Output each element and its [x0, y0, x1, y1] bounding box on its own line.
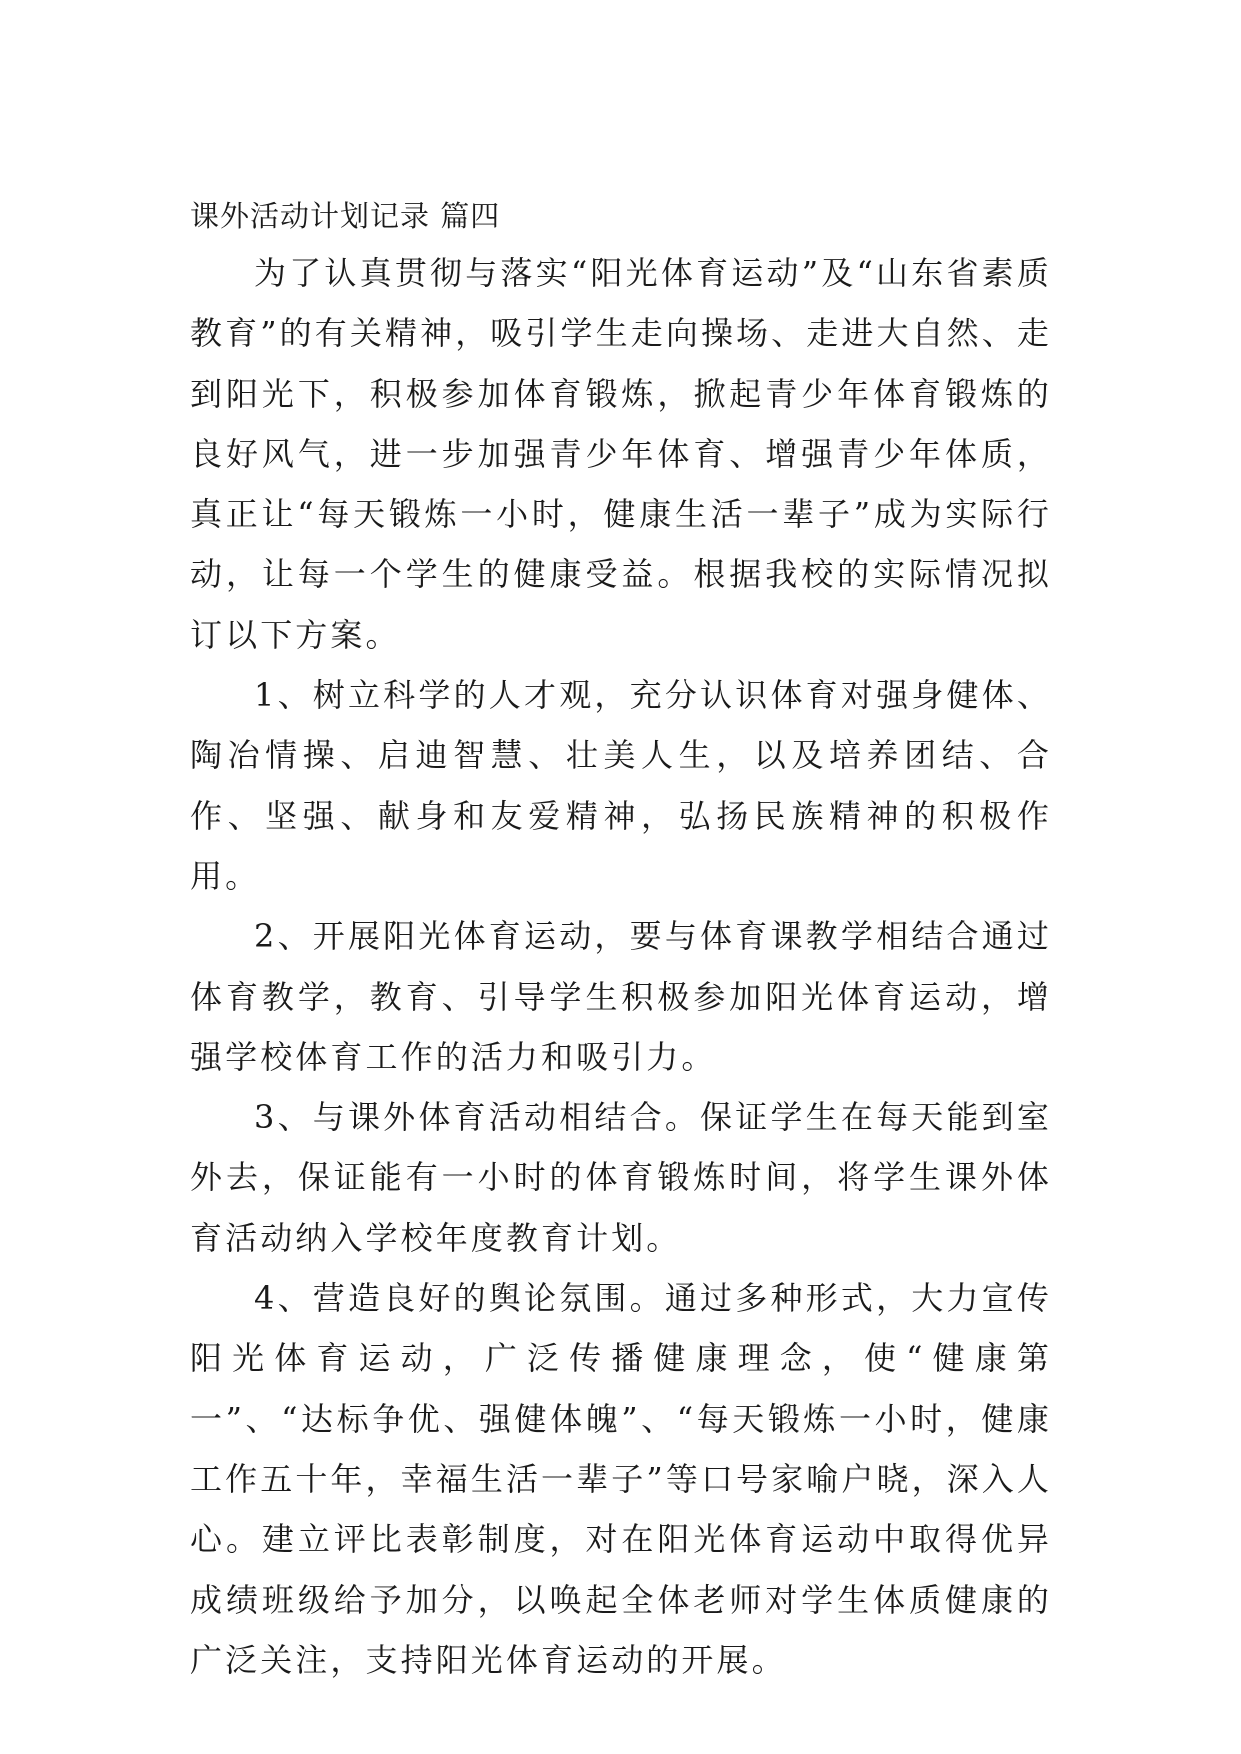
- document-heading: 课外活动计划记录 篇四: [190, 199, 501, 233]
- paragraph-item-3: 3、与课外体育活动相结合。保证学生在每天能到室外去，保证能有一小时的体育锻炼时间，将学生课外体育活动纳入学校年度教育计划。: [190, 1098, 1052, 1257]
- document-page: [190, 192, 1052, 1690]
- paragraph-intro: 为了认真贯彻与落实“阳光体育运动”及“山东省素质教育”的有关精神，吸引学生走向操场、走进大自然、走到阳光下，积极参加体育锻炼，掀起青少年体育锻炼的良好风气，进一步加强青少年体育、增强青少年体质，真正让“每天锻炼一小时，健康生活一辈子”成为实际行动，让每一个学生的健康受益。根据我校的实际情况拟订以下方案。: [190, 254, 1052, 654]
- paragraph-item-4: 4、营造良好的舆论氛围。通过多种形式，大力宣传阳光体育运动，广泛传播健康理念，使“健康第一”、“达标争优、强健体魄”、“每天锻炼一小时，健康工作五十年，幸福生活一辈子”等口号家喻户晓，深入人心。建立评比表彰制度，对在阳光体育运动中取得优异成绩班级给予加分，以唤起全体老师对学生体质健康的广泛关注，支持阳光体育运动的开展。: [190, 1279, 1052, 1679]
- paragraph-item-1: 1、树立科学的人才观，充分认识体育对强身健体、陶冶情操、启迪智慧、壮美人生，以及培养团结、合作、坚强、献身和友爱精神，弘扬民族精神的积极作用。: [190, 676, 1052, 895]
- paragraph-item-2: 2、开展阳光体育运动，要与体育课教学相结合通过体育教学，教育、引导学生积极参加阳光体育运动，增强学校体育工作的活力和吸引力。: [190, 917, 1052, 1076]
